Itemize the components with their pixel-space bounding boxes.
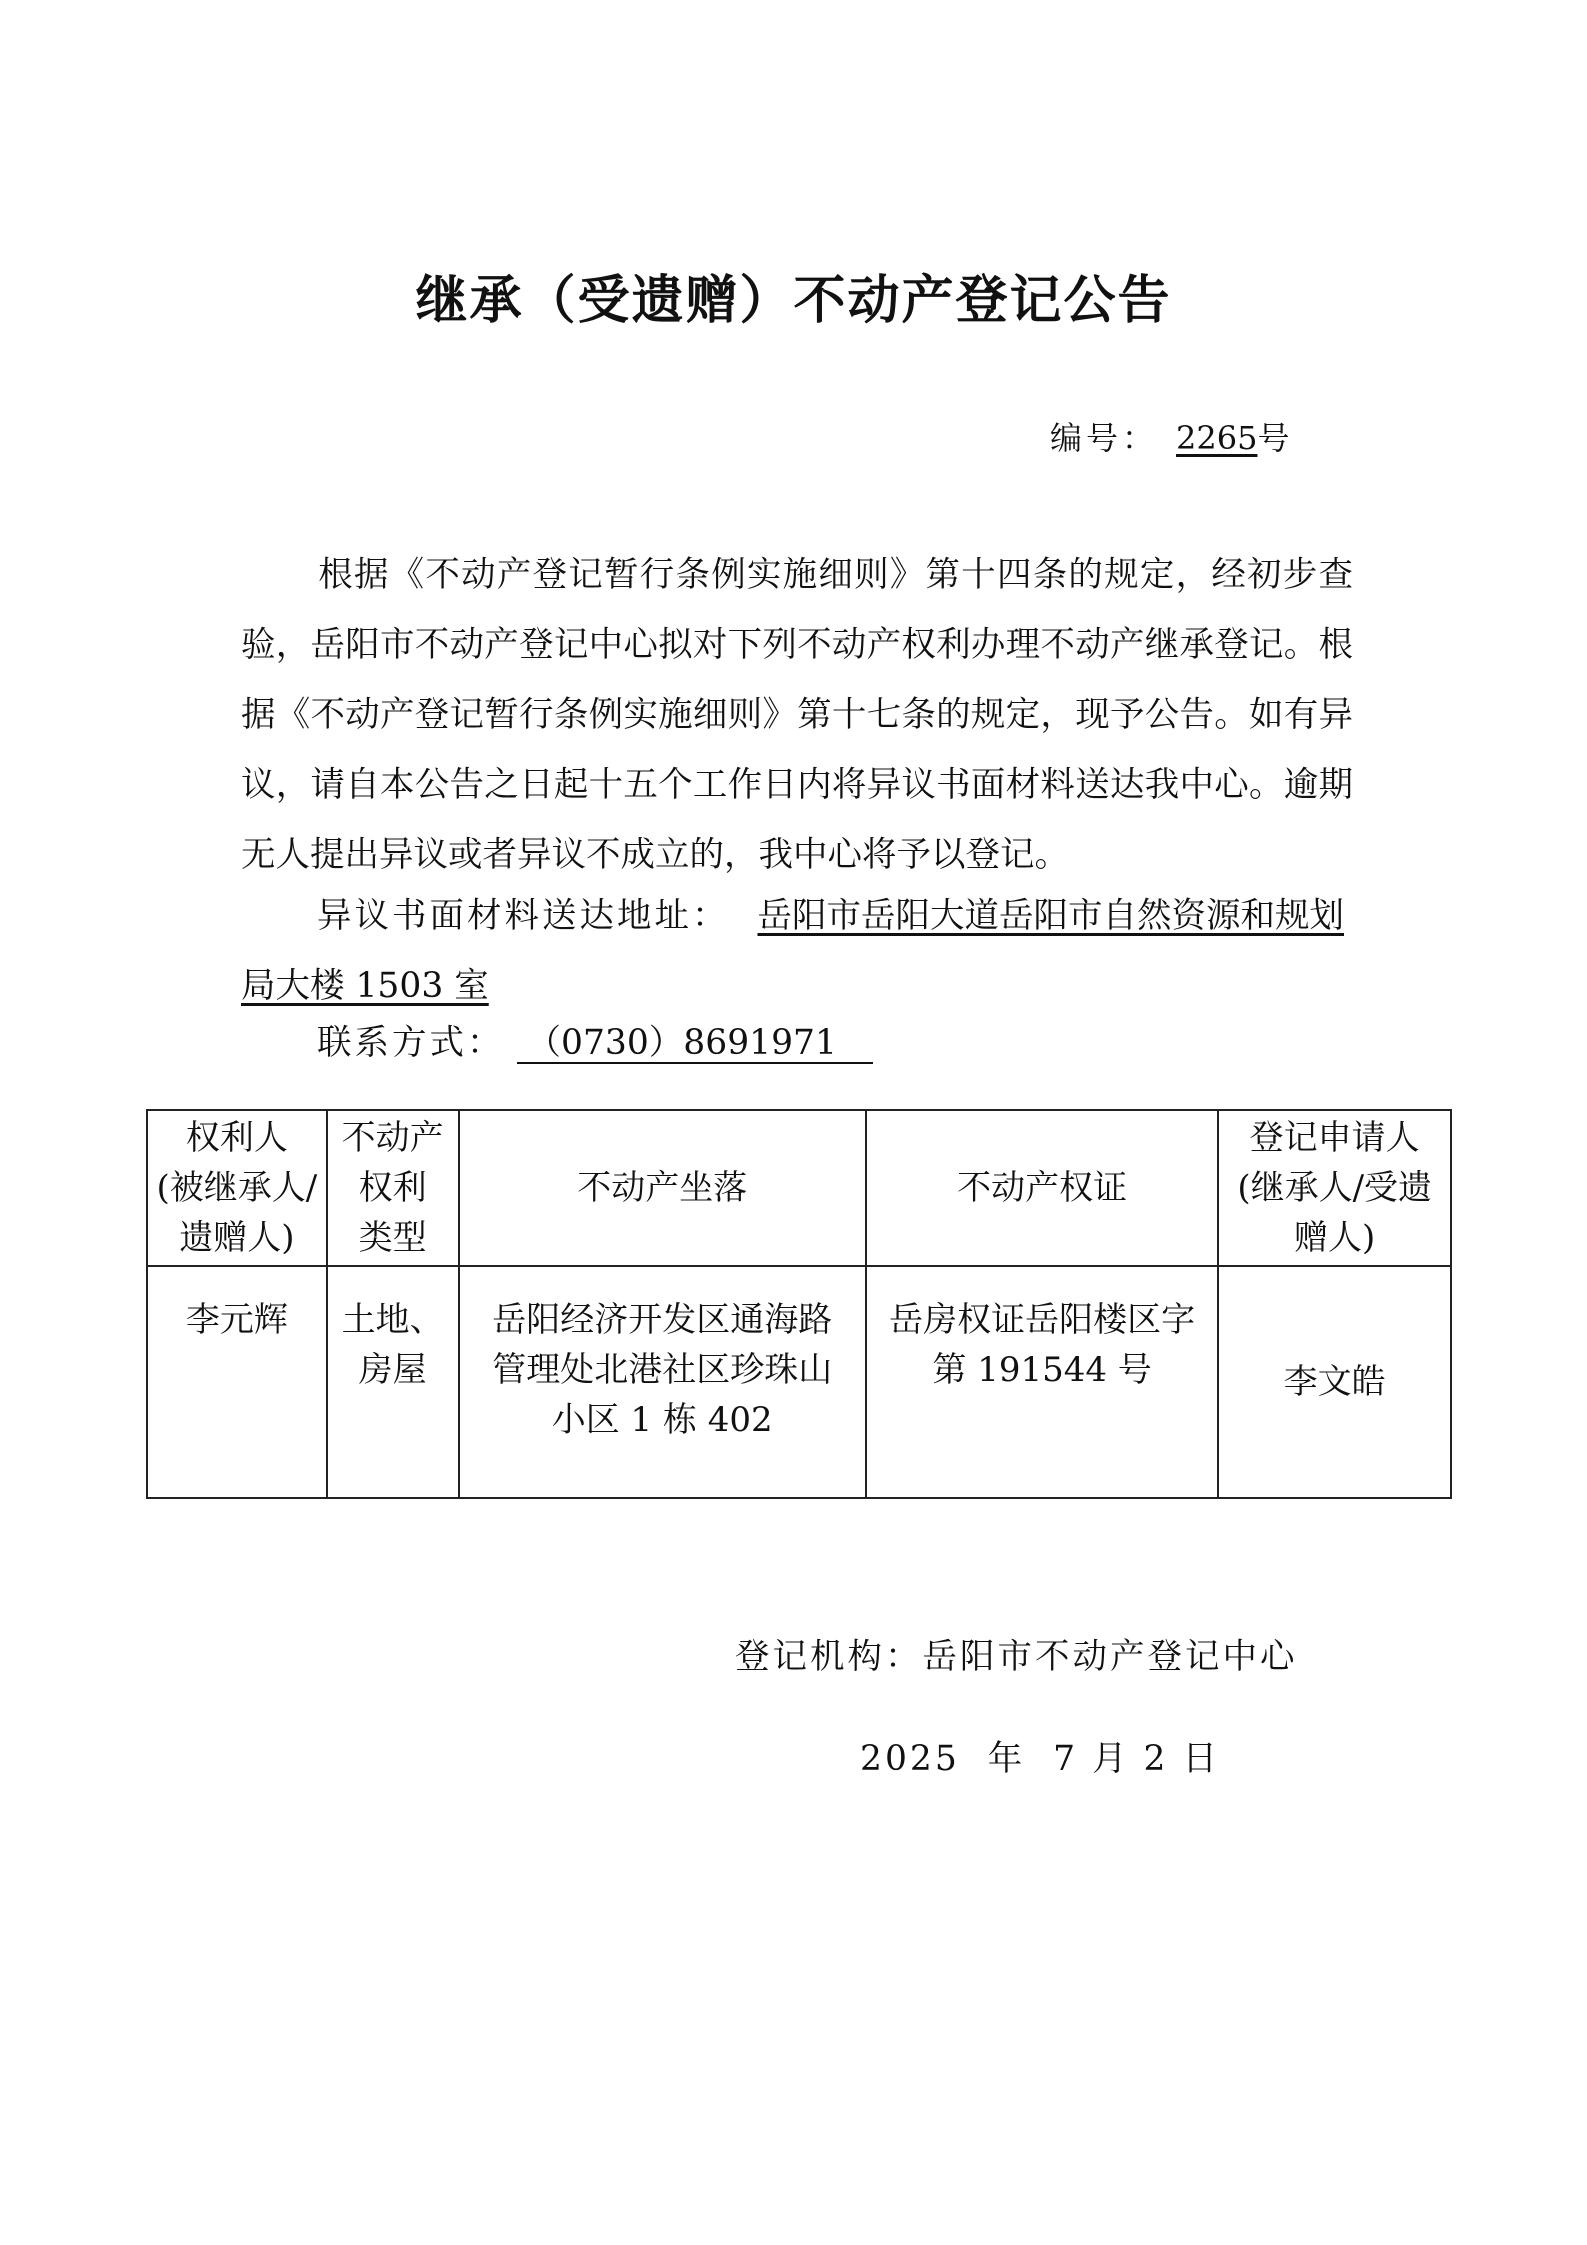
table-row: [147, 1266, 1451, 1498]
objection-address-label: 异议书面材料送达地址：: [317, 896, 730, 936]
contact-label: 联系方式：: [317, 1023, 505, 1063]
document-number-value: 2265: [1176, 419, 1258, 457]
notice-body: [241, 540, 1353, 890]
cell-location: 岳阳经济开发区通海路 管理处北港社区珍珠山 小区 1 栋 402: [459, 1266, 866, 1498]
registration-table: [146, 1109, 1452, 1499]
header-location: 不动产坐落: [459, 1110, 866, 1266]
cell-right-holder: 李元辉: [147, 1266, 327, 1498]
cell-right-type: 土地、 房屋: [327, 1266, 459, 1498]
header-applicant: 登记申请人 (继承人/受遗 赠人): [1218, 1110, 1451, 1266]
contact-info: [317, 1018, 873, 1068]
notice-date: 2025 年 7 月 2 日: [860, 1739, 1220, 1779]
notice-title: 继承（受遗赠）不动产登记公告: [415, 271, 1172, 331]
cell-certificate: 岳房权证岳阳楼区字 第 191544 号: [866, 1266, 1219, 1498]
document-number: [1050, 413, 1293, 459]
header-right-holder: 权利人 (被继承人/ 遗赠人): [147, 1110, 327, 1266]
header-certificate: 不动产权证: [866, 1110, 1219, 1266]
objection-address: [241, 881, 1353, 1021]
table-header-row: [147, 1110, 1451, 1266]
document-number-suffix: 号: [1257, 419, 1294, 457]
objection-address-value: 岳阳市岳阳大道岳阳市自然资源和规划局大楼 1503 室: [241, 896, 1344, 1006]
registration-organization: 登记机构：岳阳市不动产登记中心: [735, 1637, 1298, 1677]
header-right-type: 不动产 权利 类型: [327, 1110, 459, 1266]
notice-body-text: 根据《不动产登记暂行条例实施细则》第十四条的规定，经初步查验，岳阳市不动产登记中心拟对下列不动产权利办理不动产继承登记。根据《不动产登记暂行条例实施细则》第十七条的规定，现予公告。如有异议，请自本公告之日起十五个工作日内将异议书面材料送达我中心。逾期无人提出异议或者异议不成立的，我中心将予以登记。: [241, 555, 1353, 875]
cell-applicant: 李文皓: [1218, 1266, 1451, 1498]
contact-value: （0730）8691971: [517, 1024, 873, 1064]
document-number-label: 编号：: [1050, 419, 1159, 457]
